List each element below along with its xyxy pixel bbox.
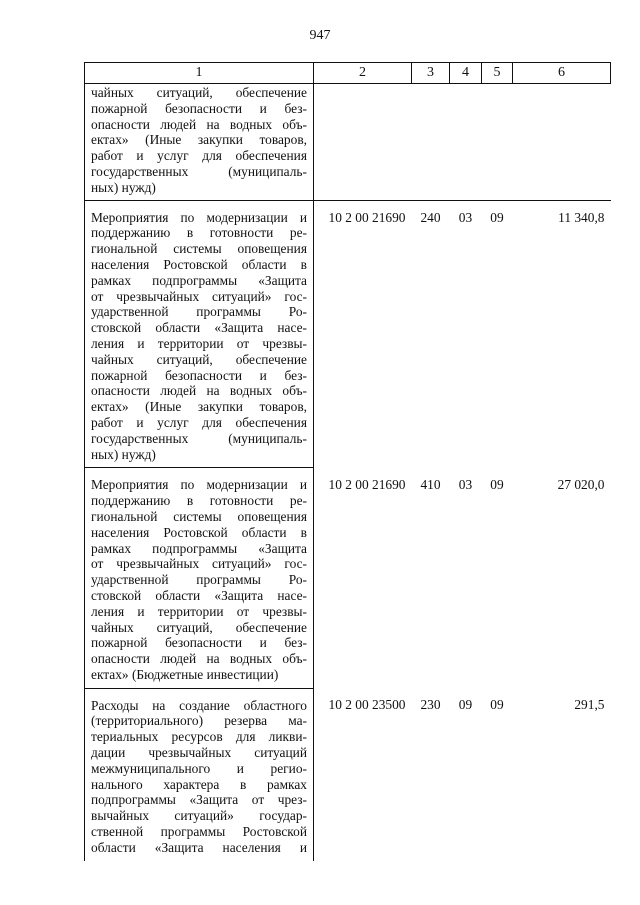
- description-line: государственных (муниципаль-: [91, 430, 307, 446]
- table-row: [85, 200, 611, 468]
- target-article-code: 10 2 00 21690: [328, 209, 406, 225]
- description-line: (территориального) резерва ма-: [91, 713, 307, 729]
- description-line: ных) нужд): [91, 179, 156, 195]
- description-line: Расходы на создание областного: [91, 697, 307, 713]
- description-line: чайных ситуаций, обеспечение: [91, 351, 307, 367]
- table-row: [85, 688, 611, 860]
- description-line: пожарной безопасности и без-: [91, 367, 307, 383]
- target-article-code: 10 2 00 21690: [328, 476, 406, 492]
- row-description: [85, 84, 314, 201]
- row-description: [85, 468, 314, 688]
- page-number: 947: [309, 28, 331, 43]
- description-line: опасности людей на водных объ-: [91, 651, 307, 667]
- description-line: от чрезвычайных ситуаций» гос-: [91, 288, 307, 304]
- description-line: рамках подпрограммы «Защита: [91, 272, 307, 288]
- description-line: ектах» (Бюджетные инвестиции): [91, 666, 279, 682]
- description-line: стовской области «Защита насе-: [91, 587, 307, 603]
- expense-type-code: 230: [420, 697, 441, 713]
- description-line: ных) нужд): [91, 446, 156, 462]
- subsection-code: 09: [490, 209, 504, 225]
- expense-type-code: 410: [420, 476, 441, 492]
- description-line: населения Ростовской области в: [91, 524, 307, 540]
- description-line: вычайных ситуаций» государ-: [91, 808, 307, 824]
- description-line: Мероприятия по модернизации и: [91, 209, 307, 225]
- description-line: населения Ростовской области в: [91, 256, 307, 272]
- target-article-code: 10 2 00 23500: [328, 697, 406, 713]
- header-col-5: 5: [482, 63, 513, 84]
- description-line: работ и услуг для обеспечения: [91, 414, 307, 430]
- description-line: Мероприятия по модернизации и: [91, 477, 307, 493]
- section-code: 03: [458, 476, 473, 492]
- header-col-3: 3: [412, 63, 450, 84]
- description-line: подпрограммы «Защита от чрез-: [91, 792, 307, 808]
- description-line: пожарной безопасности и без-: [91, 635, 307, 651]
- header-col-6: 6: [513, 63, 611, 84]
- description-line: стовской области «Защита насе-: [91, 320, 307, 336]
- description-line: области «Защита населения и: [91, 839, 307, 855]
- description-line: ления и территории от чрезвы-: [91, 603, 307, 619]
- table-body: [85, 84, 611, 861]
- section-code: 09: [458, 697, 473, 713]
- description-line: териальных ресурсов для ликви-: [91, 729, 307, 745]
- description-line: ударственной программы Ро-: [91, 304, 307, 320]
- description-line: чайных ситуаций, обеспечение: [91, 619, 307, 635]
- subsection-code: 09: [490, 476, 504, 492]
- subsection-code: 09: [490, 697, 504, 713]
- description-line: ления и территории от чрезвы-: [91, 335, 307, 351]
- description-line: пожарной безопасности и без-: [91, 100, 307, 116]
- amount: 291,5: [574, 697, 605, 713]
- description-line: ственной программы Ростовской: [91, 824, 307, 840]
- description-line: рамках подпрограммы «Защита: [91, 540, 307, 556]
- description-line: опасности людей на водных объ-: [91, 116, 307, 132]
- amount: 27 020,0: [557, 476, 605, 492]
- description-line: ектах» (Иные закупки товаров,: [91, 399, 307, 415]
- header-col-1: 1: [85, 63, 314, 84]
- expense-type-code: 240: [420, 209, 441, 225]
- description-line: дации чрезвычайных ситуаций: [91, 745, 307, 761]
- description-line: чайных ситуаций, обеспечение: [91, 85, 307, 100]
- budget-table: [84, 62, 611, 861]
- header-col-2: 2: [314, 63, 412, 84]
- description-line: гиональной системы оповещения: [91, 241, 307, 257]
- description-line: работ и услуг для обеспечения: [91, 148, 307, 164]
- description-line: ектах» (Иные закупки товаров,: [91, 132, 307, 148]
- description-line: межмуниципального и регио-: [91, 760, 307, 776]
- description-line: нального характера в рамках: [91, 776, 307, 792]
- description-line: государственных (муниципаль-: [91, 163, 307, 179]
- table-row-continuation: [85, 84, 611, 201]
- description-line: гиональной системы оповещения: [91, 508, 307, 524]
- row-description: [85, 200, 314, 468]
- description-line: поддержанию в готовности ре-: [91, 225, 307, 241]
- header-col-4: 4: [450, 63, 482, 84]
- table-row: [85, 468, 611, 688]
- description-line: ударственной программы Ро-: [91, 572, 307, 588]
- amount: 11 340,8: [558, 209, 605, 225]
- description-line: от чрезвычайных ситуаций» гос-: [91, 556, 307, 572]
- description-line: опасности людей на водных объ-: [91, 383, 307, 399]
- row-description: [85, 688, 314, 860]
- section-code: 03: [458, 209, 473, 225]
- table-header: [85, 63, 611, 84]
- description-line: поддержанию в готовности ре-: [91, 493, 307, 509]
